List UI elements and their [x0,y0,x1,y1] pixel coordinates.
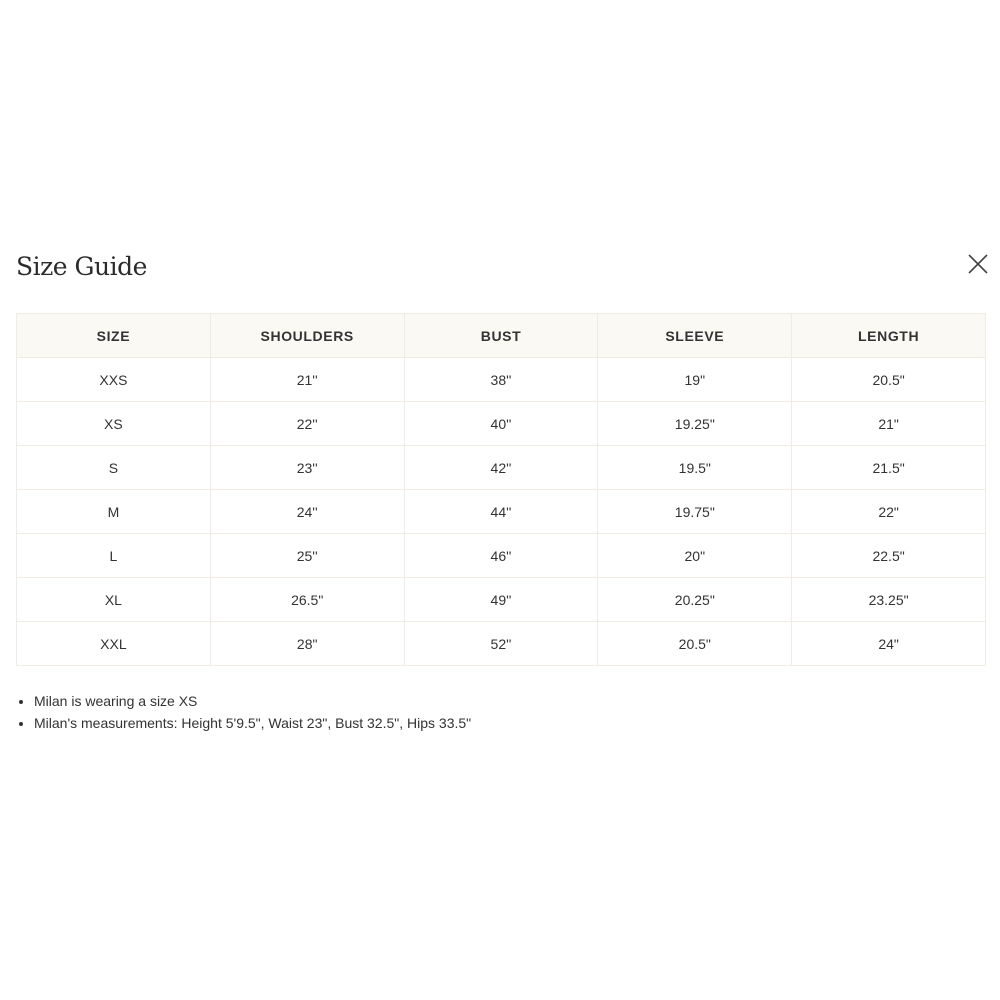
header-length: LENGTH [792,314,986,358]
cell-shoulders: 28" [210,622,404,666]
cell-size: L [17,534,211,578]
cell-length: 22" [792,490,986,534]
cell-size: XXL [17,622,211,666]
size-table [16,313,986,666]
cell-shoulders: 26.5" [210,578,404,622]
table-row [17,446,986,490]
close-icon [964,250,992,278]
cell-shoulders: 25'' [210,534,404,578]
modal-title: Size Guide [16,252,147,281]
cell-size: M [17,490,211,534]
cell-sleeve: 20.25" [598,578,792,622]
table-header-row [17,314,986,358]
cell-sleeve: 20" [598,534,792,578]
cell-length: 20.5" [792,358,986,402]
cell-length: 21" [792,402,986,446]
cell-sleeve: 19" [598,358,792,402]
note-measurements: • Milan's measurements: Height 5'9.5", Waist 23", Bust 32.5", Hips 33.5" [34,712,471,734]
cell-shoulders: 21'' [210,358,404,402]
cell-bust: 46'' [404,534,598,578]
cell-size: S [17,446,211,490]
cell-shoulders: 23'' [210,446,404,490]
cell-bust: 52'' [404,622,598,666]
cell-size: XL [17,578,211,622]
table-row [17,534,986,578]
table-row [17,490,986,534]
table-row [17,402,986,446]
table-row [17,622,986,666]
cell-bust: 44'' [404,490,598,534]
cell-length: 24" [792,622,986,666]
cell-shoulders: 24'' [210,490,404,534]
cell-bust: 38'' [404,358,598,402]
cell-shoulders: 22'' [210,402,404,446]
header-size: SIZE [17,314,211,358]
cell-sleeve: 19.25" [598,402,792,446]
cell-bust: 49'' [404,578,598,622]
header-shoulders: SHOULDERS [210,314,404,358]
cell-sleeve: 19.5" [598,446,792,490]
table-row [17,358,986,402]
cell-size: XXS [17,358,211,402]
note-size-worn: • Milan is wearing a size XS [34,690,471,712]
cell-bust: 42'' [404,446,598,490]
cell-sleeve: 20.5" [598,622,792,666]
model-notes [16,690,471,734]
header-sleeve: SLEEVE [598,314,792,358]
header-bust: BUST [404,314,598,358]
cell-size: XS [17,402,211,446]
cell-length: 22.5" [792,534,986,578]
close-button[interactable] [964,250,992,278]
cell-length: 21.5" [792,446,986,490]
cell-sleeve: 19.75" [598,490,792,534]
cell-length: 23.25" [792,578,986,622]
table-row [17,578,986,622]
cell-bust: 40'' [404,402,598,446]
